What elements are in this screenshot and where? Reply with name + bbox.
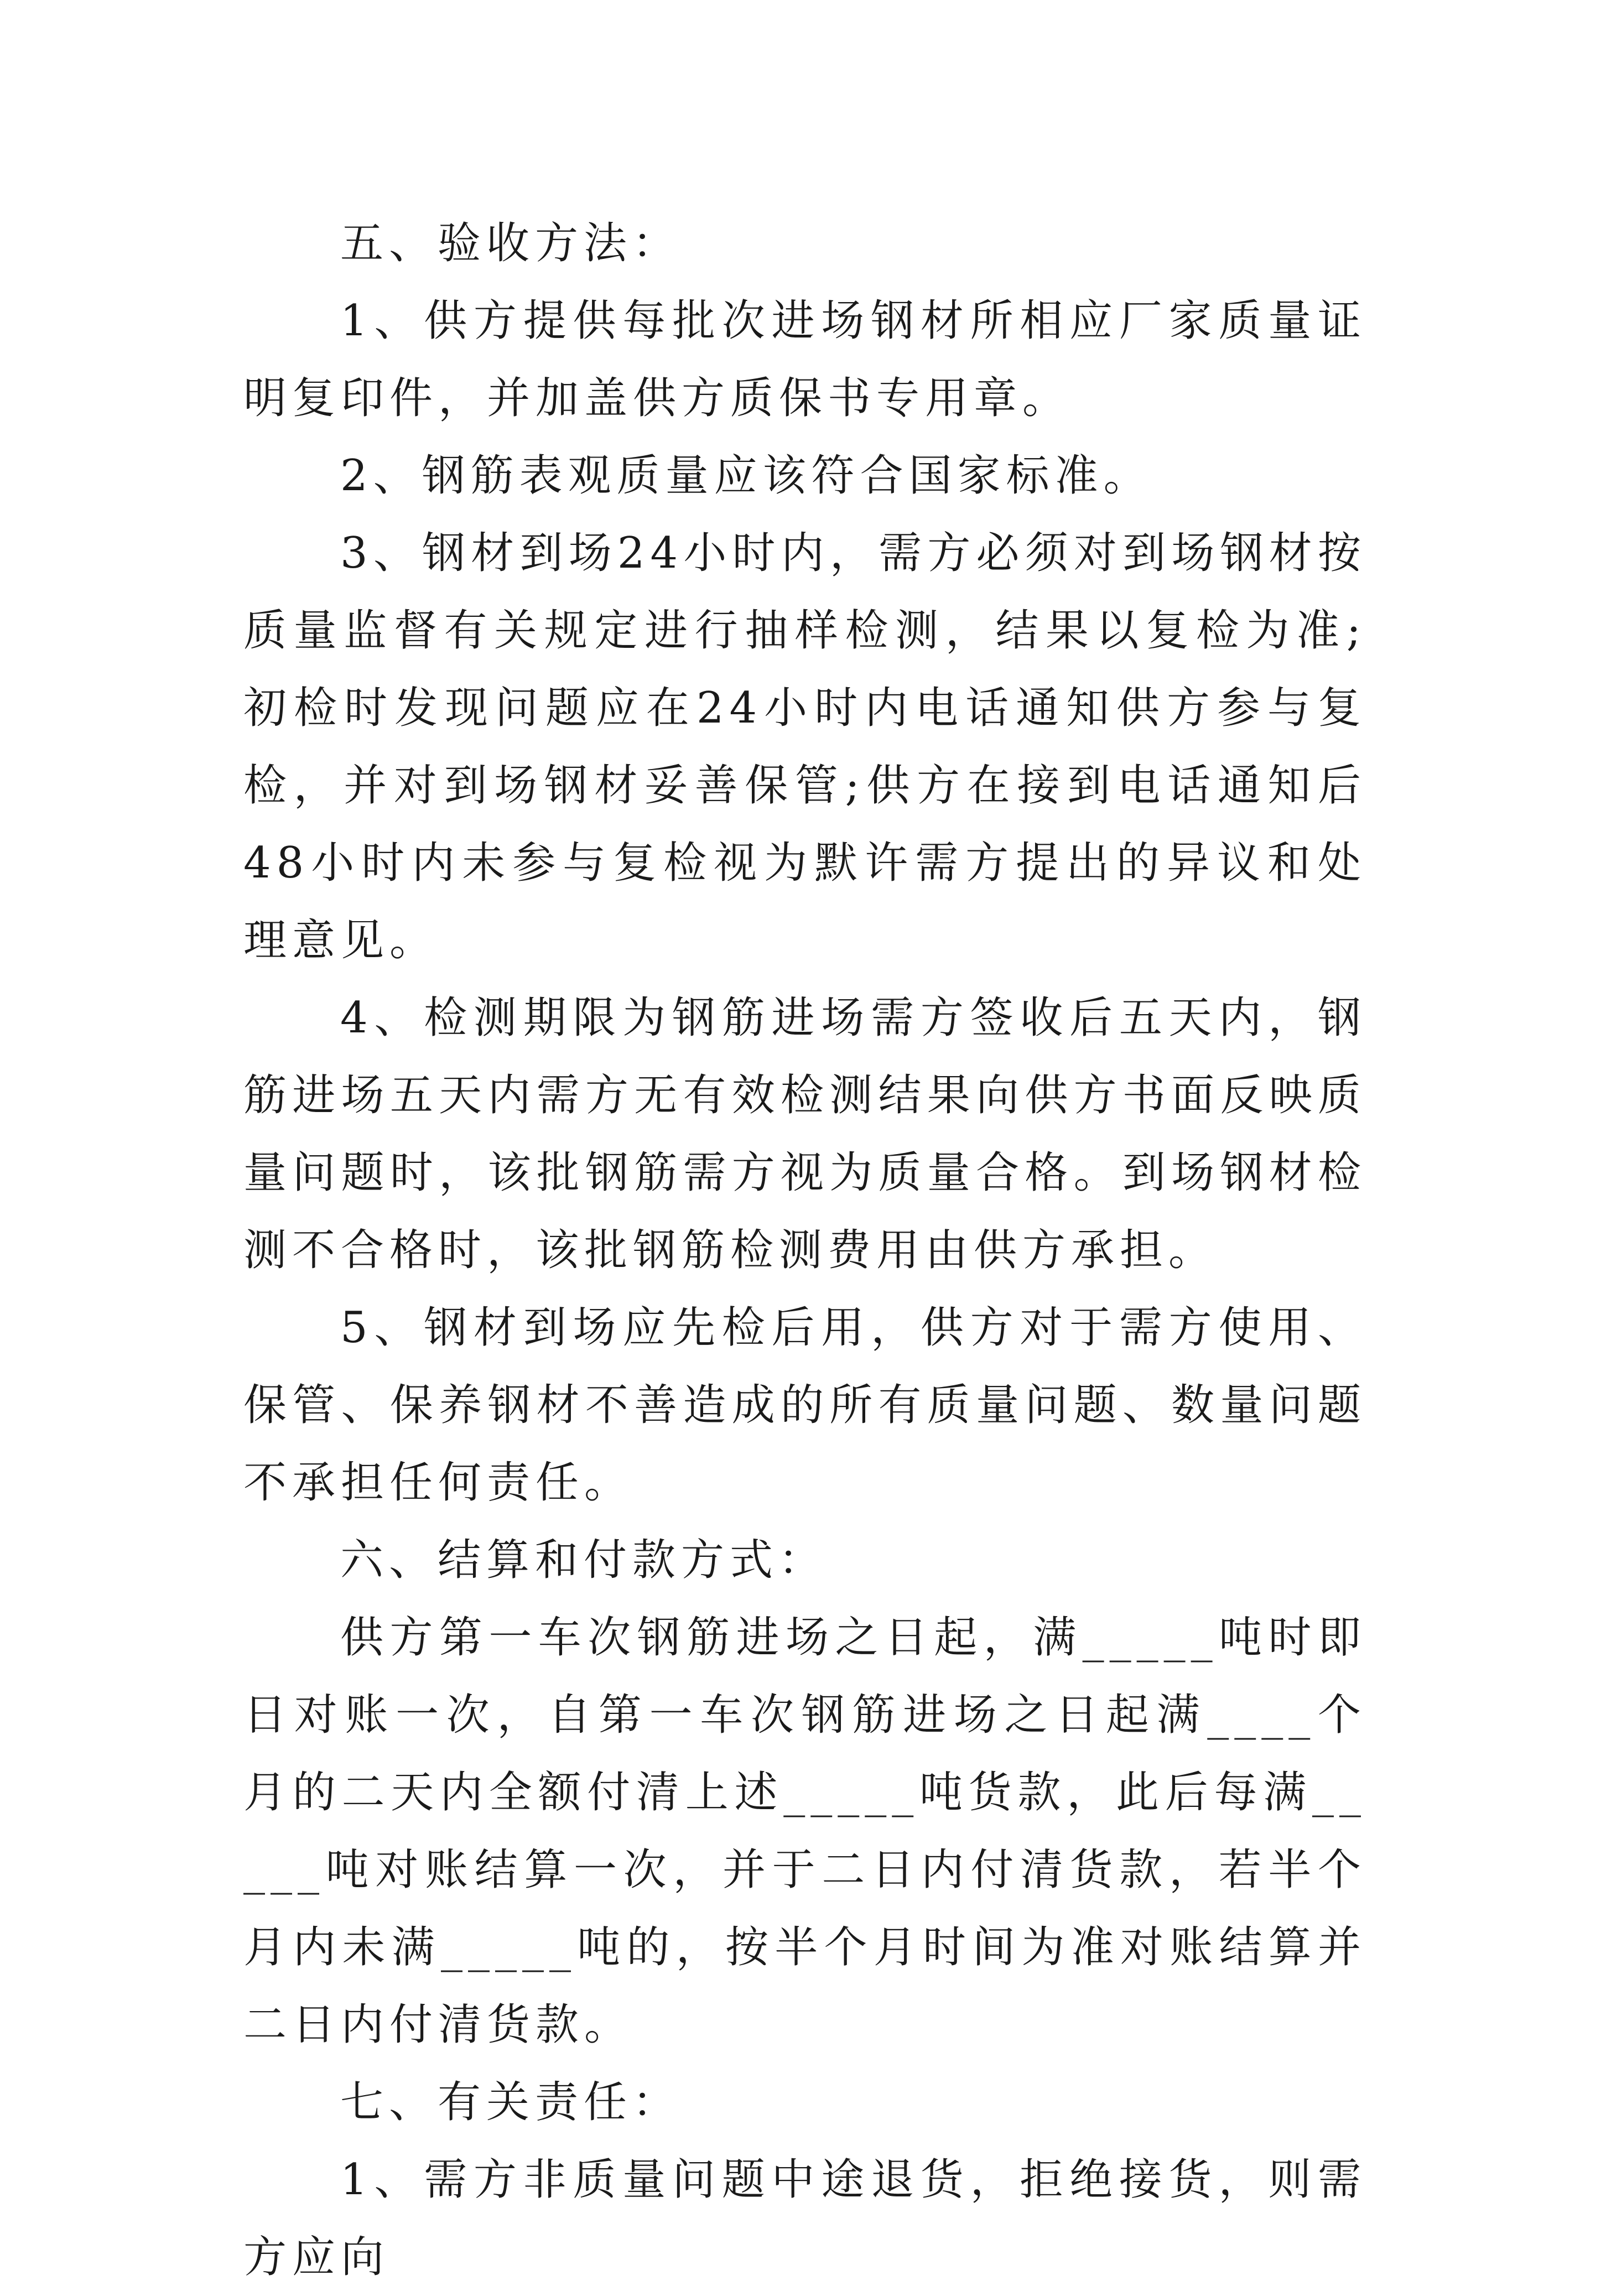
- paragraph: 5、钢材到场应先检后用，供方对于需方使用、保管、保养钢材不善造成的所有质量问题、数量问题不承担任何责任。: [243, 1303, 1366, 1508]
- section-heading-acceptance: 五、验收方法：: [340, 219, 682, 268]
- document-body: [243, 205, 1366, 2296]
- paragraph: 1、需方非质量问题中途退货，拒绝接货，则需方应向: [243, 2155, 1366, 2282]
- section-heading-settlement: 六、结算和付款方式：: [340, 1535, 828, 1585]
- paragraph: 供方第一车次钢筋进场之日起，满_____吨时即日对账一次，自第一车次钢筋进场之日起满____个月的二天内全额付清上述_____吨货款，此后每满_____吨对账结算一次，并于二日内付清货款，若半个月内未满_____吨的，按半个月时间为准对账结算并二日内付清货款。: [243, 1613, 1366, 2050]
- paragraph: 1、供方提供每批次进场钢材所相应厂家质量证明复印件，并加盖供方质保书专用章。: [243, 296, 1366, 423]
- paragraph: 2、钢筋表观质量应该符合国家标准。: [340, 451, 1152, 501]
- paragraph: 3、钢材到场24小时内，需方必须对到场钢材按质量监督有关规定进行抽样检测，结果以复检为准;初检时发现问题应在24小时内电话通知供方参与复检，并对到场钢材妥善保管;供方在接到电话通知后48小时内未参与复检视为默许需方提出的异议和处理意见。: [243, 528, 1366, 965]
- section-heading-responsibility: 七、有关责任：: [340, 2077, 682, 2127]
- paragraph: 4、检测期限为钢筋进场需方签收后五天内，钢筋进场五天内需方无有效检测结果向供方书面反映质量问题时，该批钢筋需方视为质量合格。到场钢材检测不合格时，该批钢筋检测费用由供方承担。: [243, 993, 1366, 1275]
